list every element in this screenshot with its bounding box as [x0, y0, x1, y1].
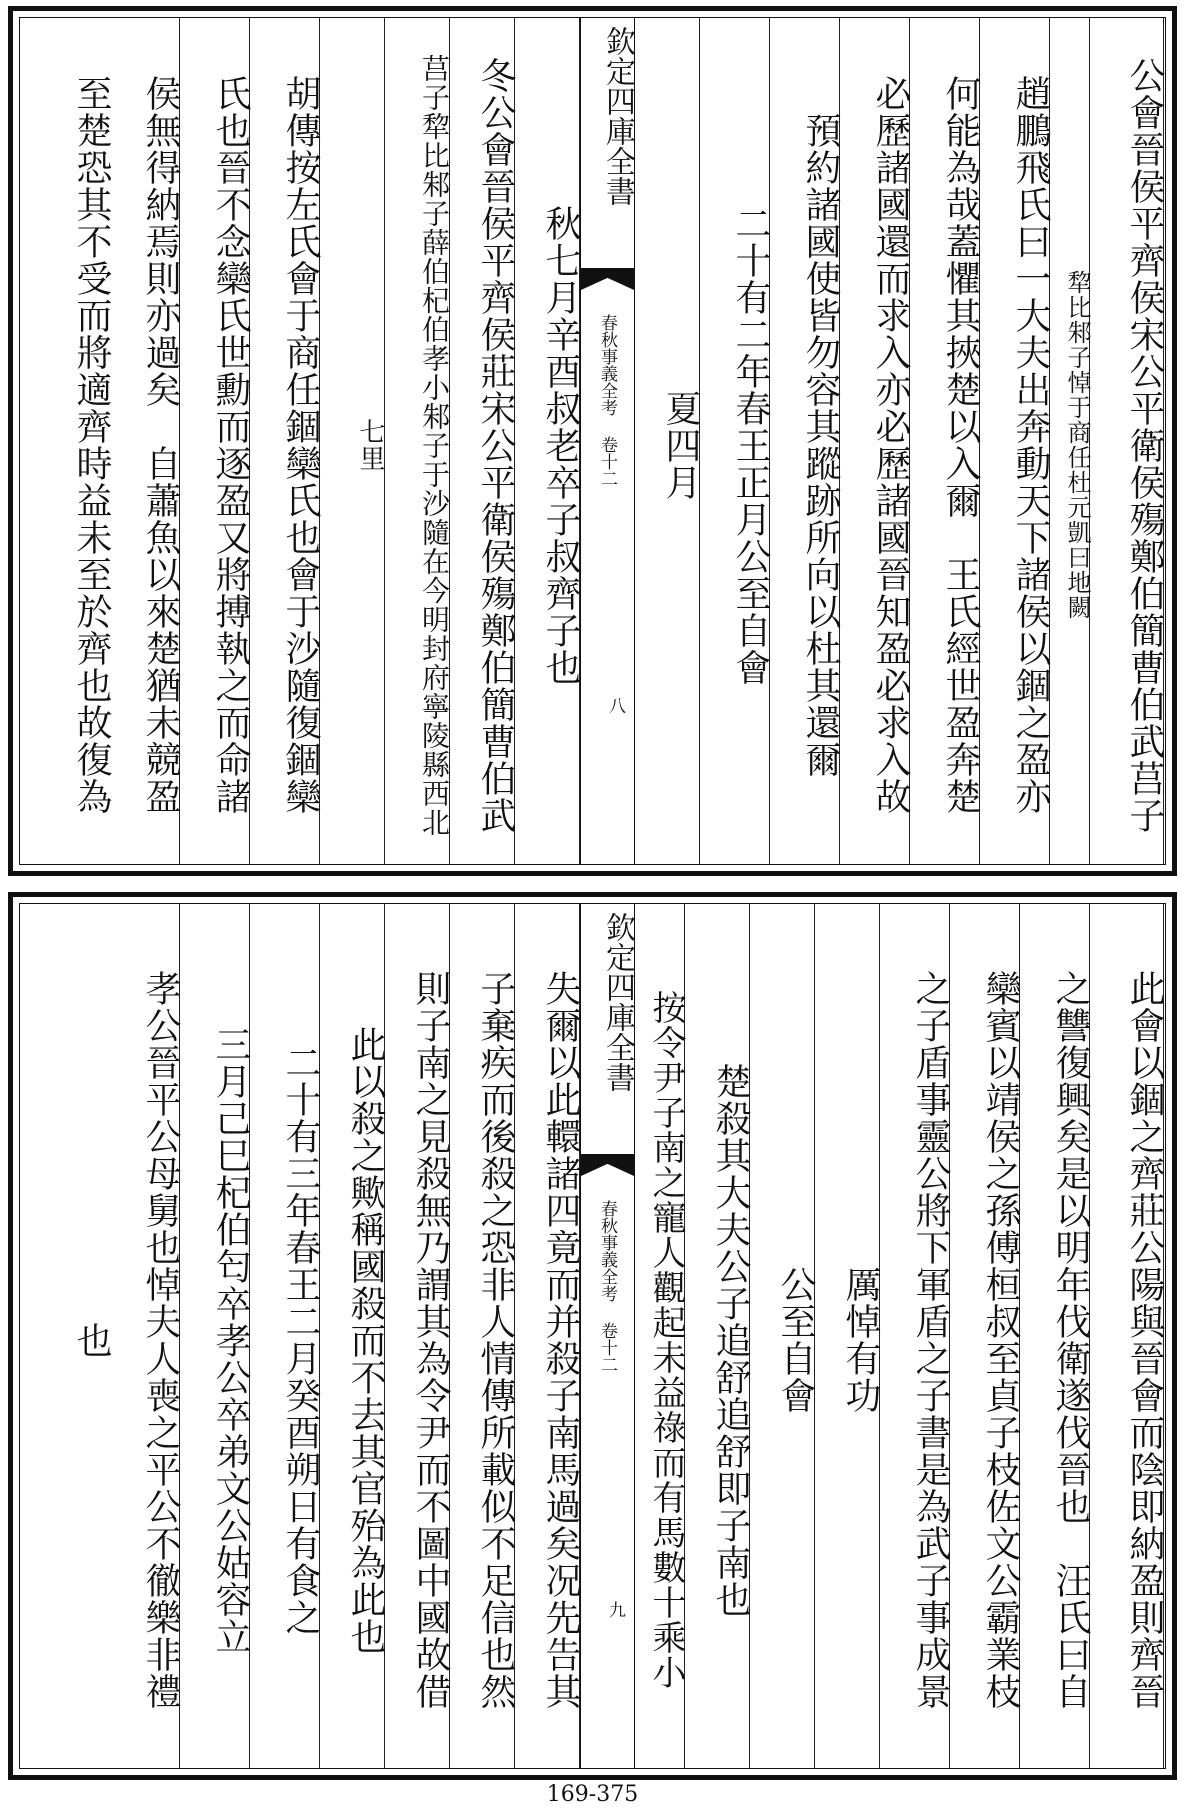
- fish-tail-mark: [581, 1154, 634, 1176]
- text-column: 預約諸國使皆勿容其蹤跡所向以杜其還爾: [770, 18, 840, 864]
- text-column: 趙鵬飛氏曰一大夫出奔動天下諸侯以錮之盈亦: [980, 18, 1050, 864]
- top-page-frame: [19, 17, 1166, 865]
- text-column: 三月己巳杞伯匄卒孝公卒弟文公姑容立: [180, 904, 250, 1768]
- bottom-page: [8, 892, 1177, 1780]
- text-column: 厲悼有功: [815, 904, 880, 1768]
- text-column: 此以殺之歟稱國殺而不去其官殆為此也: [320, 904, 385, 1768]
- text-column: 七里: [320, 18, 385, 864]
- volume-label: 春秋事義全考 卷十二: [597, 314, 617, 487]
- text-column: 欒賓以靖侯之孫傅桓叔至貞子枝佐文公霸業枝: [950, 904, 1020, 1768]
- center-band: [580, 904, 635, 1768]
- text-column: 犂比邾子悼于商任杜元凱曰地闕: [1050, 18, 1090, 864]
- text-column: 夏四月: [635, 18, 700, 864]
- volume-label: 春秋事義全考 卷十二: [597, 1200, 617, 1373]
- text-column: 二十有二年春王正月公至自會: [700, 18, 770, 864]
- folio-number: 九: [605, 1601, 625, 1618]
- text-column: 子棄疾而後殺之恐非人情傳所載似不足信也然: [450, 904, 515, 1768]
- center-band: [580, 18, 635, 864]
- text-column: 孝公晉平公母舅也悼夫人喪之平公不徹樂非禮: [110, 904, 180, 1768]
- text-column: 之讐復興矣是以明年伐衛遂伐晉也 汪氏曰自: [1020, 904, 1090, 1768]
- page-number: 169-375: [546, 1782, 639, 1807]
- book-title: 欽定四庫全書: [600, 912, 635, 1092]
- text-column: 按令尹子南之寵人觀起未益祿而有馬數十乘小: [635, 904, 685, 1768]
- book-title: 欽定四庫全書: [600, 26, 635, 206]
- text-column: 公至自會: [750, 904, 815, 1768]
- top-page: [8, 6, 1177, 876]
- text-column: 胡傳按左氏會于商任錮欒氏也會于沙隨復錮欒: [250, 18, 320, 864]
- text-column: 莒子犂比邾子薛伯杞伯孝小邾子于沙隨在今明封府寧陵縣西北: [385, 18, 450, 864]
- fish-tail-mark: [581, 268, 634, 290]
- text-column: 冬公會晉侯平齊侯莊宋公平衛侯殤鄭伯簡曹伯武: [450, 18, 515, 864]
- text-column: 二十有三年春王二月癸酉朔日有食之: [250, 904, 320, 1768]
- text-column: 必歷諸國還而求入亦必歷諸國晉知盈必求入故: [840, 18, 910, 864]
- text-column: 則子南之見殺無乃謂其為令尹而不圖中國故借: [385, 904, 450, 1768]
- text-column: 氏也晉不念欒氏世勳而逐盈又將搏執之而命諸: [180, 18, 250, 864]
- text-column: 秋七月辛酉叔老卒子叔齊子也: [515, 18, 580, 864]
- text-column: 楚殺其大夫公子追舒追舒即子南也: [685, 904, 750, 1768]
- text-column: 公會晉侯平齊侯宋公平衛侯殤鄭伯簡曹伯武莒子: [1090, 18, 1164, 864]
- text-column: 何能為哉蓋懼其挾楚以入爾 王氏經世盈奔楚: [910, 18, 980, 864]
- bottom-page-frame: [19, 903, 1166, 1769]
- text-column: 至楚恐其不受而將適齊時益未至於齊也故復為: [71, 75, 112, 815]
- text-column: 之子盾事靈公將下軍盾之子書是為武子事成景: [880, 904, 950, 1768]
- text-column: 此會以錮之齊莊公陽與晉會而陰即納盈則齊晉: [1090, 904, 1164, 1768]
- text-column: 失爾以此轘諸四竟而并殺子南馬過矣况先告其: [515, 904, 580, 1768]
- folio-number: 八: [605, 697, 625, 714]
- text-column: 侯無得納焉則亦過矣 自蕭魚以來楚猶未競盈: [110, 18, 180, 864]
- text-column: 也: [71, 1321, 112, 1359]
